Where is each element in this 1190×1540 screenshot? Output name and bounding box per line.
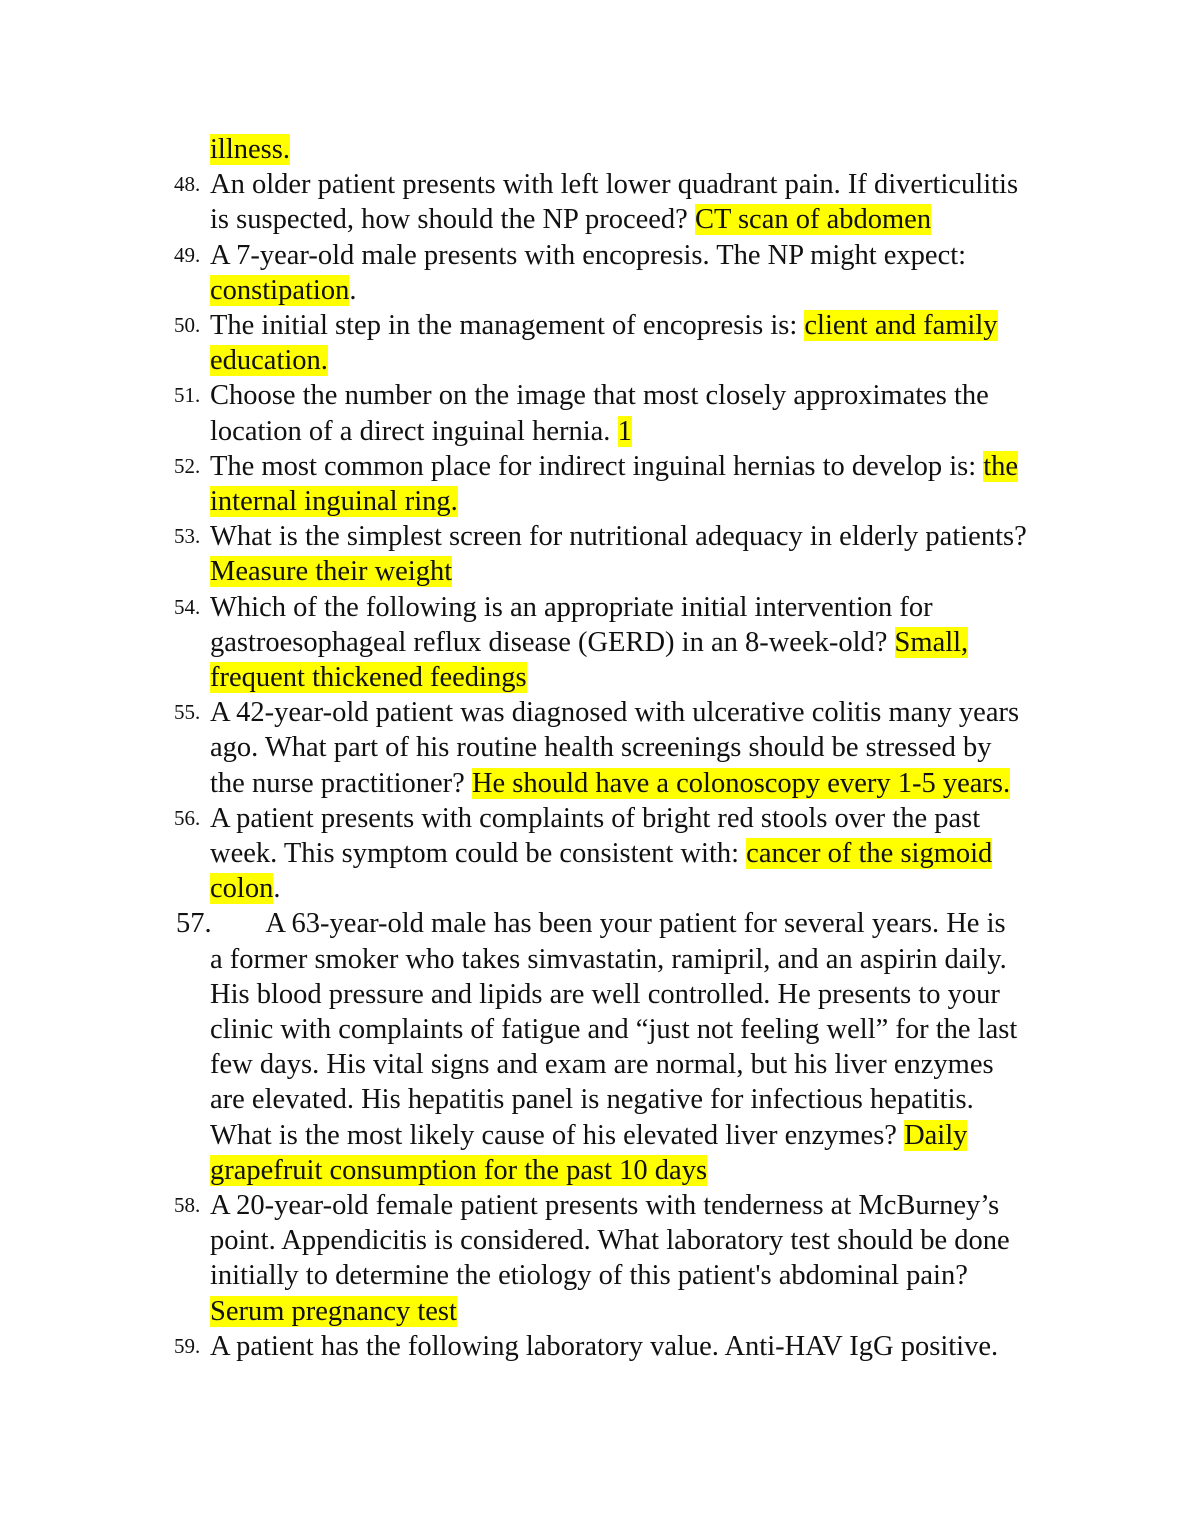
highlighted-answer: colon bbox=[210, 873, 274, 905]
question-number: 53. bbox=[174, 524, 201, 549]
question-text: A 7-year-old male presents with encopresis. The NP might expect: bbox=[210, 239, 967, 271]
highlighted-answer: client and family bbox=[804, 310, 998, 341]
question-text: An older patient presents with left lower quadrant pain. If diverticulitis bbox=[210, 169, 1019, 201]
highlighted-answer: grapefruit consumption for the past 10 days bbox=[210, 1154, 708, 1186]
text-line bbox=[210, 1294, 457, 1329]
text-line bbox=[210, 484, 458, 519]
question-text: Choose the number on the image that most closely approximates the bbox=[210, 380, 989, 412]
highlighted-answer: Serum pregnancy test bbox=[210, 1295, 457, 1327]
highlighted-answer: Small, bbox=[894, 626, 969, 658]
text-line bbox=[210, 1118, 967, 1153]
question-text: Which of the following is an appropriate initial intervention for bbox=[210, 591, 933, 623]
question-text: ago. What part of his routine health screenings should be stressed by bbox=[210, 732, 992, 764]
question-number: 54. bbox=[174, 594, 201, 619]
question-text: point. Appendicitis is considered. What laboratory test should be done bbox=[210, 1225, 1010, 1257]
question-number: 52. bbox=[174, 453, 201, 478]
text-line bbox=[210, 871, 280, 906]
question-text: . bbox=[349, 274, 357, 306]
text-line bbox=[210, 202, 931, 237]
text-line bbox=[210, 836, 992, 871]
text-line bbox=[210, 554, 452, 589]
highlighted-answer: 1 bbox=[617, 415, 632, 447]
text-line bbox=[210, 1047, 994, 1082]
text-line bbox=[210, 1012, 1017, 1047]
text-line bbox=[210, 942, 1007, 977]
question-number: 56. bbox=[174, 805, 201, 830]
question-number: 48. bbox=[174, 172, 201, 197]
text-line bbox=[210, 730, 991, 765]
question-text: The most common place for indirect inguinal hernias to develop is: bbox=[210, 450, 984, 482]
question-text: A 63-year-old male has been your patient for several years. He is bbox=[210, 908, 1006, 940]
question-text: are elevated. His hepatitis panel is negative for infectious hepatitis. bbox=[210, 1084, 974, 1116]
highlighted-answer: Daily bbox=[904, 1119, 968, 1151]
question-text: His blood pressure and lipids are well controlled. He presents to your bbox=[210, 978, 1000, 1010]
question-text: A patient has the following laboratory value. Anti-HAV IgG positive. bbox=[210, 1330, 999, 1362]
question-text: location of a direct inguinal hernia. bbox=[210, 415, 618, 447]
text-line bbox=[210, 238, 966, 273]
text-line bbox=[210, 590, 933, 625]
text-line bbox=[210, 273, 356, 308]
text-line bbox=[210, 906, 1006, 941]
question-text: few days. His vital signs and exam are normal, but his liver enzymes bbox=[210, 1049, 994, 1081]
text-line bbox=[210, 766, 1010, 801]
question-number: 58. bbox=[174, 1193, 201, 1217]
text-line bbox=[210, 449, 1018, 484]
question-text: What is the simplest screen for nutritional adequacy in elderly patients? bbox=[210, 521, 1027, 553]
text-line bbox=[210, 695, 1019, 730]
text-line bbox=[210, 308, 998, 343]
question-number: 49. bbox=[174, 242, 201, 267]
question-text: gastroesophageal reflux disease (GERD) in an 8-week-old? bbox=[210, 626, 895, 658]
question-number: 50. bbox=[174, 313, 201, 337]
highlighted-answer: internal inguinal ring. bbox=[210, 486, 458, 517]
text-line bbox=[210, 414, 632, 449]
question-text: week. This symptom could be consistent with: bbox=[210, 838, 747, 869]
highlighted-answer: Measure their weight bbox=[210, 556, 453, 588]
question-text: The initial step in the management of encopresis is: bbox=[210, 310, 805, 341]
text-line bbox=[210, 660, 527, 695]
question-text: A 20-year-old female patient presents with tenderness at McBurney’s bbox=[210, 1190, 1000, 1221]
question-text: . bbox=[273, 873, 281, 905]
question-number: 51. bbox=[174, 383, 201, 408]
question-text: What is the most likely cause of his elevated liver enzymes? bbox=[210, 1119, 905, 1151]
highlighted-answer: cancer of the sigmoid bbox=[746, 838, 993, 869]
highlighted-answer: He should have a colonoscopy every 1-5 years. bbox=[471, 767, 1011, 799]
text-line bbox=[210, 977, 1000, 1012]
question-number: 55. bbox=[174, 700, 201, 725]
text-line bbox=[210, 132, 290, 167]
text-line bbox=[210, 519, 1027, 554]
question-text: A 42-year-old patient was diagnosed with ulcerative colitis many years bbox=[210, 697, 1020, 729]
question-text: clinic with complaints of fatigue and “just not feeling well” for the last bbox=[210, 1014, 1018, 1045]
text-line bbox=[210, 167, 1018, 202]
highlighted-answer: illness. bbox=[210, 134, 290, 165]
highlighted-answer: constipation bbox=[210, 274, 350, 306]
question-text: initially to determine the etiology of this patient's abdominal pain? bbox=[210, 1260, 968, 1292]
text-line bbox=[210, 343, 328, 378]
text-line bbox=[210, 1153, 707, 1188]
question-text: is suspected, how should the NP proceed? bbox=[210, 204, 695, 236]
text-line bbox=[210, 1258, 968, 1293]
highlighted-answer: the bbox=[983, 450, 1019, 482]
highlighted-answer: frequent thickened feedings bbox=[210, 662, 527, 693]
question-number: 57. bbox=[176, 908, 212, 940]
question-text: a former smoker who takes simvastatin, ramipril, and an aspirin daily. bbox=[210, 943, 1007, 975]
question-text: A patient presents with complaints of bright red stools over the past bbox=[210, 802, 981, 834]
text-line bbox=[210, 1188, 999, 1223]
text-line bbox=[210, 378, 989, 413]
highlighted-answer: CT scan of abdomen bbox=[694, 204, 932, 236]
text-line bbox=[210, 1082, 974, 1117]
question-number: 59. bbox=[174, 1333, 201, 1358]
text-line bbox=[210, 1223, 1010, 1258]
question-text: the nurse practitioner? bbox=[210, 767, 472, 799]
text-line bbox=[210, 801, 980, 836]
highlighted-answer: education. bbox=[210, 345, 328, 377]
text-line bbox=[210, 625, 968, 660]
text-line bbox=[210, 1329, 998, 1364]
